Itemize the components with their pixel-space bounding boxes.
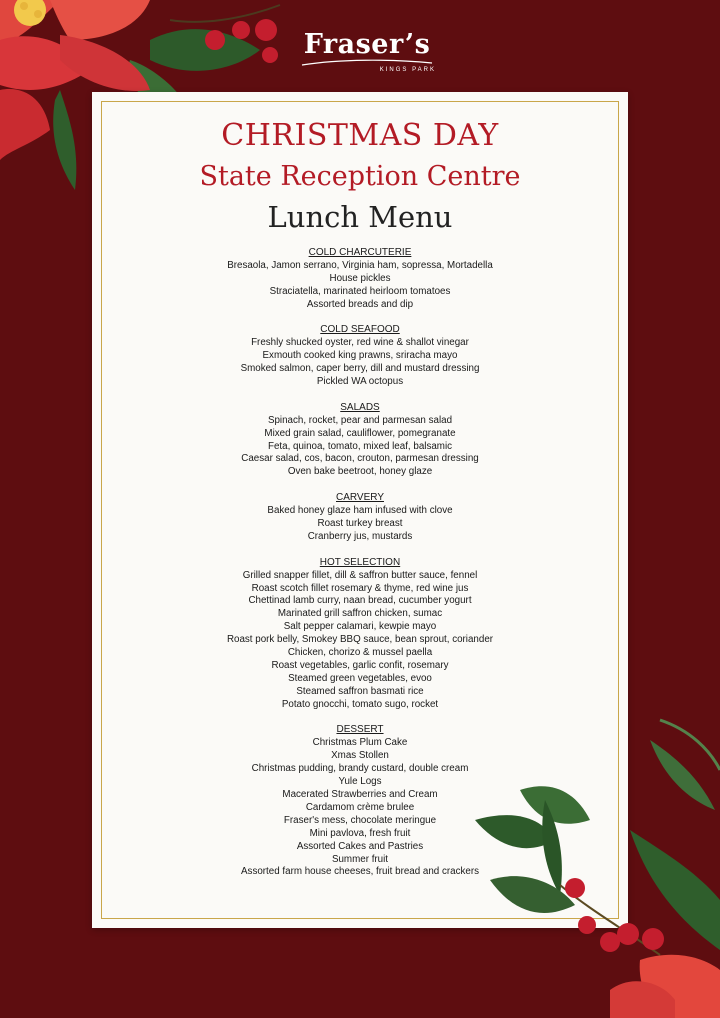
menu-item: Roast turkey breast [317, 517, 403, 529]
section-heading: DESSERT [336, 724, 384, 736]
menu-section [92, 247, 628, 312]
menu-item: Xmas Stollen [331, 750, 389, 762]
section-heading: COLD SEAFOOD [320, 324, 400, 336]
menu-item: Marinated grill saffron chicken, sumac [277, 608, 443, 620]
menu-item: Christmas pudding, brandy custard, double cream [251, 763, 469, 775]
menu-item: Roast pork belly, Smokey BBQ sauce, bean sprout, coriander [226, 634, 494, 646]
menu-item: Yule Logs [338, 776, 382, 788]
menu-item: Exmouth cooked king prawns, sriracha mayo [262, 350, 458, 362]
menu-item: Chicken, chorizo & mussel paella [287, 647, 433, 659]
menu-item: Summer fruit [331, 853, 389, 865]
menu-item: Smoked salmon, caper berry, dill and mustard dressing [240, 363, 480, 375]
section-heading: COLD CHARCUTERIE [308, 247, 412, 258]
menu-item: Potato gnocchi, tomato sugo, rocket [281, 698, 439, 710]
menu-item: Freshly shucked oyster, red wine & shallot vinegar [251, 337, 469, 349]
menu-item: Caesar salad, cos, bacon, crouton, parmesan dressing [241, 453, 479, 465]
menu-item: Straciatella, marinated heirloom tomatoes [269, 285, 451, 297]
menu-item: Roast vegetables, garlic confit, rosemary [271, 659, 449, 671]
menu-item: Roast scotch fillet rosemary & thyme, red wine jus [251, 582, 469, 594]
holly-decoration [460, 720, 720, 1018]
menu-section [92, 492, 628, 544]
title-venue: State Reception Centre [199, 161, 521, 192]
menu-section [92, 402, 628, 479]
section-heading: HOT SELECTION [319, 556, 401, 568]
section-heading: CARVERY [336, 492, 384, 504]
title-christmas-day: CHRISTMAS DAY [221, 118, 499, 153]
menu-item: Christmas Plum Cake [312, 737, 408, 749]
title-lunch-menu: Lunch Menu [267, 200, 453, 234]
menu-item: Bresaola, Jamon serrano, Virginia ham, sopressa, Mortadella [227, 259, 493, 271]
menu-item: Cranberry jus, mustards [307, 530, 413, 542]
section-heading: SALADS [340, 401, 380, 413]
menu-item: Pickled WA octopus [316, 376, 404, 388]
menu-item: Steamed green vegetables, evoo [288, 672, 432, 684]
menu-item: Assorted Cakes and Pastries [296, 840, 424, 852]
menu-item: Spinach, rocket, pear and parmesan salad [267, 414, 453, 426]
menu-item: Oven bake beetroot, honey glaze [287, 466, 433, 478]
menu-item: Mini pavlova, fresh fruit [309, 827, 411, 839]
menu-item: Assorted farm house cheeses, fruit bread and crackers [241, 866, 479, 878]
menu-item: Chettinad lamb curry, naan bread, cucumber yogurt [248, 595, 472, 607]
menu-item: Cardamom crème brulee [305, 801, 415, 813]
menu-item: Mixed grain salad, cauliflower, pomegranate [264, 427, 456, 439]
menu-item: Feta, quinoa, tomato, mixed leaf, balsamic [267, 440, 453, 452]
logo-subtitle: KINGS PARK [379, 67, 436, 73]
menu-item: Baked honey glaze ham infused with clove [267, 505, 453, 517]
menu-item: Grilled snapper fillet, dill & saffron butter sauce, fennel [242, 569, 478, 581]
menu-item: Assorted breads and dip [306, 298, 414, 310]
logo-name: Fraser’s [303, 29, 431, 60]
menu-item: Salt pepper calamari, kewpie mayo [283, 621, 437, 633]
menu-item: Steamed saffron basmati rice [296, 685, 424, 697]
logo-swoosh-icon [300, 59, 434, 67]
menu-item: Fraser's mess, chocolate meringue [283, 814, 437, 826]
menu-item: Macerated Strawberries and Cream [282, 788, 438, 800]
menu-section [92, 324, 628, 389]
brand-logo [292, 28, 442, 78]
menu-item: House pickles [329, 272, 391, 284]
menu-section [92, 557, 628, 712]
